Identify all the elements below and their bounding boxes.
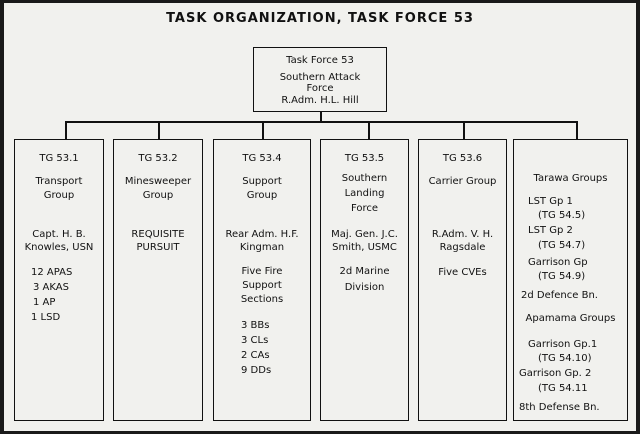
task-force-name: Task Force 53 (286, 55, 354, 66)
tarawa-item-7: 2d Defence Bn. (521, 290, 598, 301)
tg-53-4-unit-3: 2 CAs (241, 350, 270, 361)
tarawa-groups-heading: Tarawa Groups (533, 173, 608, 184)
apamama-item-2: (TG 54.10) (538, 353, 592, 364)
tg-53-2-id: TG 53.2 (138, 153, 178, 164)
tg-53-2-name-1: Minesweeper (124, 176, 192, 187)
tg-53-4-name-1: Support (242, 176, 282, 187)
tg-53-5-commander-1: Maj. Gen. J.C. (331, 229, 398, 240)
tg-53-1-name-1: Transport (35, 176, 83, 187)
connector-tg531 (65, 121, 67, 140)
tg-53-4-unit-2: 3 CLs (241, 335, 269, 346)
tg-53-1-unit-3: 1 AP (33, 297, 56, 308)
tg-53-2-ship-2: PURSUIT (136, 242, 180, 253)
apamama-item-3: Garrison Gp. 2 (519, 368, 592, 379)
apamama-item-5: 8th Defense Bn. (519, 402, 600, 413)
tarawa-item-2: (TG 54.5) (538, 210, 586, 221)
connector-tg532 (158, 121, 160, 140)
connector-tg536 (463, 121, 465, 140)
connector-tg535 (368, 121, 370, 140)
tg-53-2-name-2: Group (142, 190, 174, 201)
chart-title: TASK ORGANIZATION, TASK FORCE 53 (166, 11, 474, 26)
tg-53-4-name-2: Group (246, 190, 278, 201)
tg-53-6-id: TG 53.6 (442, 153, 483, 164)
tarawa-item-1: LST Gp 1 (528, 196, 573, 207)
tg-53-2-ship-1: REQUISITE (131, 229, 185, 240)
connector-tg534 (262, 121, 264, 140)
tg-53-1-commander-2: Knowles, USN (24, 242, 94, 253)
tg-53-5-commander-2: Smith, USMC (332, 242, 397, 253)
connector-tarawa (576, 121, 578, 140)
tg-53-6-name: Carrier Group (428, 176, 497, 187)
task-force-role-1: Southern Attack (279, 72, 361, 83)
tg-53-4-sections-1: Five Fire (241, 266, 283, 277)
tg-53-4-sections-2: Support (242, 280, 282, 291)
apamama-item-4: (TG 54.11 (538, 383, 588, 394)
tg-53-1-unit-1: 12 APAS (31, 267, 73, 278)
tarawa-item-6: (TG 54.9) (538, 271, 586, 282)
tg-53-5-division-1: 2d Marine (339, 266, 390, 277)
tg-53-5-name-1: Southern (341, 173, 388, 184)
tg-53-5-name-3: Force (350, 203, 379, 214)
tarawa-item-3: LST Gp 2 (528, 225, 573, 236)
apamama-groups-heading: Apamama Groups (525, 313, 616, 324)
tg-53-6-commander-1: R.Adm. V. H. (431, 229, 494, 240)
tg-53-1-unit-2: 3 AKAS (33, 282, 69, 293)
apamama-item-1: Garrison Gp.1 (528, 339, 598, 350)
tg-53-1-name-2: Group (43, 190, 75, 201)
tg-53-1-id: TG 53.1 (39, 153, 79, 164)
tg-53-4-sections-3: Sections (240, 294, 284, 305)
tg-53-5-division-2: Division (344, 282, 385, 293)
task-force-commander: R.Adm. H.L. Hill (281, 95, 359, 106)
tarawa-item-4: (TG 54.7) (538, 240, 586, 251)
task-force-role-2: Force (306, 83, 334, 94)
tg-53-4-id: TG 53.4 (242, 153, 282, 164)
tarawa-item-5: Garrison Gp (528, 257, 588, 268)
tg-53-4-unit-1: 3 BBs (241, 320, 270, 331)
tg-53-1-unit-4: 1 LSD (31, 312, 61, 323)
connector-bus (65, 121, 578, 123)
tg-53-4-commander-1: Rear Adm. H.F. (225, 229, 299, 240)
tg-53-4-unit-4: 9 DDs (241, 365, 272, 376)
tg-53-5-id: TG 53.5 (344, 153, 385, 164)
tg-53-6-commander-2: Ragsdale (439, 242, 486, 253)
tg-53-6-unit-1: Five CVEs (438, 267, 487, 278)
tg-53-4-commander-2: Kingman (239, 242, 285, 253)
tg-53-5-name-2: Landing (344, 188, 385, 199)
tg-53-1-commander-1: Capt. H. B. (32, 229, 86, 240)
